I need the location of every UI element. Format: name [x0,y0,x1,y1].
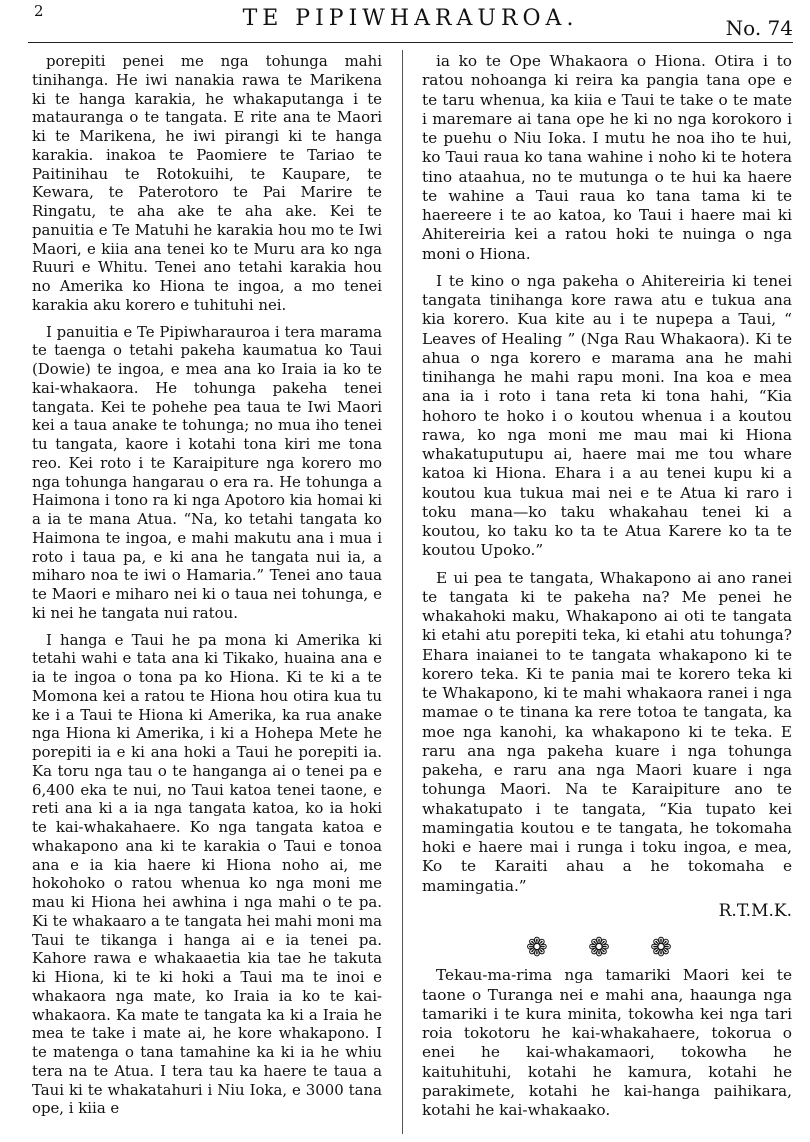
flower-ornament-icon: ❁ ❁ ❁ [526,933,688,963]
left-column [32,52,382,1132]
page-number: 2 [34,2,44,20]
right-paragraph-2: I te kino o nga pakeha o Ahitereiria ki tenei tangata tinihanga kore rawa atu e tukua ana kia korero. Kua kite au i te nupepa a Taui, “ Leaves of Healing ” (Nga Rau Whakaora). Ki te ahua o nga korero e marama ana he mahi tinihanga he mahi rapu moni. Ina koa e mea ana ia i roto i tana reta ki tona hahi, “Kia hohoro te hoko i o koutou whenua i a koutou rawa, ko nga moni me mau mai ki Hiona whakatuputupu ai, haere mai me tou whare katoa ki Hiona. Ehara i a au tenei kupu ki a koutou kua tukua mai nei e te Atua ki raro i toku mana—ko taku whakahau tenei ki a koutou, ko taku ko ta te Atua Karere ko ta te koutou Upoko.” [422,271,792,560]
newspaper-title: TE PIPIWHARAUROA. [242,6,579,31]
page-header [28,0,793,44]
right-paragraph-3: E ui pea te tangata, Whakapono ai ano ranei te tangata ki te pakeha na? Me penei he whakahoki maku, Whakapono ai oti te tangata ki etahi atu porepiti teka, ki etahi atu tohunga? Ehara inaianei to te tangata whakapono ki te korero teka. Ki te pania mai te korero teka ki te Whakapono, ki te mahi whakaora ranei i nga mamae o te tinana ka rere totoa te tangata, ka moe nga kanohi, ka whakapono ki te teka. E raru ana nga pakeha kuare i nga tohunga pakeha, e raru ana nga Maori kuare i nga tohunga Maori. Na te Karaipiture ano te whakatupato i te tangata, “Kia tupato kei mamingatia koutou e te tangata, he tokomaha hoki e haere mai i runga i toku ingoa, e mea, Ko te Karaiti ahau a he tokomaha e mamingatia.” [422,568,792,895]
column-divider [402,50,403,1134]
right-paragraph-1: ia ko te Ope Whakaora o Hiona. Otira i to ratou nohoanga ki reira ka pangia tana ope e te taru whenua, ka kiia e Taui te take o te mate i maremare ai tana ope he ki no nga korokoro i te puehu o Niu Ioka. I mutu he noa iho te hui, ko Taui raua ko tana wahine i noho ki te hotera tino ataahua, no te mutunga o te hui ka haere te wahine a Taui raua ko tana tama ki te haereere i te ao katoa, ko Taui i haere mai ki Ahitereiria kei a ratou hoki te nuinga o nga moni o Hiona. [422,52,792,263]
right-column [422,52,792,1132]
notice-paragraph: Tekau-ma-rima nga tamariki Maori kei te taone o Turanga nei e mahi ana, haaunga nga tamariki i te kura minita, tokowha kei nga tari roia tokotoru he kai-whakahaere, tokorua o enei he kai-whakamaori, tokowha he kaituhituhi, kotahi he kamura, kotahi he parakimete, kotahi he kai-hanga paihikara, kotahi he kai-whakaako. [422,966,792,1119]
left-paragraph-2: I panuitia e Te Pipiwharauroa i tera marama te taenga o tetahi pakeha kaumatua ko Taui (Dowie) te ingoa, e mea ana ko Iraia ia ko te kai-whakaora. He tohunga pakeha tenei tangata. Kei te pohehe pea taua te Iwi Maori kei a taua anake te tohunga; no mua iho tenei tu tangata, kaore i kotahi tona kiri me tona reo. Kei roto i te Karaipiture nga korero mo nga tohunga hangarau o era ra. He tohunga a Haimona i tono ra ki nga Apotoro kia homai ki a ia te mana Atua. “Na, ko tetahi tangata ko Haimona te ingoa, e mahi makutu ana i mua i roto i taua pa, e ki ana he tangata nui ia, a miharo noa te iwi o Hamaria.” Tenei ano taua te Maori e miharo nei ki o taua nei tohunga, e ki nei he tangata nui ratou. [32,322,382,622]
issue-number: No. 74 [725,16,793,40]
left-paragraph-3: I hanga e Taui he pa mona ki Amerika ki tetahi wahi e tata ana ki Tikako, huaina ana e ia te ingoa o tona pa ko Hiona. Ki te ki a te Momona kei a ratou te Hiona hou otira kua tu ke i a Taui te Hiona ki Amerika, ka rua anake nga Hiona ki Amerika, i ki a Hohepa Mete he porepiti ia e ki ana hoki a Taui he porepiti ia. Ka toru nga tau o te hanganga ai o tenei pa e 6,400 eka te nui, no Taui katoa tenei taone, e reti ana ki a ia nga tangata katoa, ko ia hoki te kai-whakahaere. Ko nga tangata katoa e whakapono ana ki te karakia o Taui e tonoa ana e ia kia haere ki Hiona noho ai, me hokohoko o ratou whenua ko nga moni me mau ki Hiona hei awhina i nga mahi o te pa. Ki te whakaaro a te tangata hei mahi moni ma Taui te tikanga i hanga ai e ia tenei pa. Kahore rawa e whakaaetia kia tae he takuta ki Hiona, ki te ki hoki a Taui ma te inoi e whakaora nga mate, ko Iraia ia ko te kai-whakaora. Ka mate te tangata ka ki a Iraia he mea te take i mate ai, he kore whakapono. I te matenga o tana tamahine ka ki ia he whiu tera na te Atua. I tera tau ka haere te taua a Taui ki te whakatahuri i Niu Ioka, e 3000 tana ope, i kiia e [32,630,382,1118]
author-signature: R.T.M.K. [718,900,792,921]
left-paragraph-1: porepiti penei me nga tohunga mahi tinihanga. He iwi nanakia rawa te Marikena ki te hanga karakia, he whakaputanga i te matauranga o te tangata. E rite ana te Maori ki te Marikena, he iwi pirangi ki te hanga karakia. inakoa te Paomiere te Tariao te Paitinihau te Rotokuihi, te Kaupare, te Kewara, te Paterotoro te Pai Marire te Ringatu, te aha ake te aha ake. Kei te panuitia e Te Matuhi he karakia hou mo te Iwi Maori, e kiia ana tenei ko te Muru ara ko nga Ruuri e Whitu. Tenei ano tetahi karakia hou no Amerika ko Hiona te ingoa, a mo tenei karakia aku korero e tuhituhi nei. [32,52,382,314]
header-rule [28,42,793,43]
